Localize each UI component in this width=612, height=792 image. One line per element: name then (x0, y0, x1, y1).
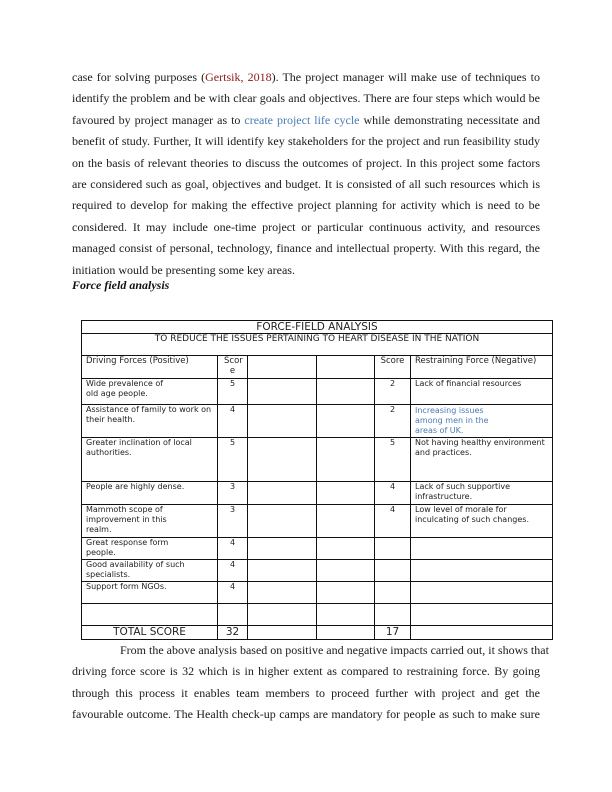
empty-cell (317, 626, 375, 640)
paragraph-line: favourable outcome. The Health check-up camps are mandatory for people as such to make sure (72, 707, 540, 722)
restraining-score-cell: 5 (375, 438, 411, 482)
paragraph-line: From the above analysis based on positive and negative impacts carried out, it shows that (120, 643, 549, 657)
empty-cell (248, 482, 317, 505)
restraining-score-cell: 2 (375, 405, 411, 438)
paragraph-line: initiation would be presenting some key areas. (72, 262, 295, 277)
restraining-force-cell (411, 604, 553, 626)
driving-score-cell: 4 (218, 538, 248, 560)
header-driving-forces: Driving Forces (Positive) (82, 356, 218, 379)
table-row (82, 438, 553, 482)
empty-cell (317, 560, 375, 582)
paragraph-line: benefit of study. Further, It will identify key stakeholders for the project and run feasibility study (72, 134, 540, 149)
empty-cell (248, 505, 317, 538)
paragraph-line: driving force score is 32 which is in higher extent as compared to restraining force. By going (72, 664, 540, 679)
intro-paragraph (72, 67, 540, 281)
table-title: FORCE-FIELD ANALYSIS (82, 321, 553, 334)
empty-cell (317, 405, 375, 438)
header-restraining-forces: Restraining Force (Negative) (411, 356, 553, 379)
conclusion-paragraph (72, 640, 549, 726)
force-field-table (81, 320, 553, 640)
paragraph-line: favoured by project manager as to create project life cycle while demonstrating necessitate and (72, 112, 540, 127)
paragraph-line: through this process it enables team members to proceed further with project and get the (72, 685, 540, 700)
total-score-label: TOTAL SCORE (82, 626, 218, 640)
empty-cell (248, 604, 317, 626)
restraining-force-cell: Low level of morale for inculcating of such changes. (411, 505, 553, 538)
driving-force-cell: Wide prevalence of old age people. (82, 379, 218, 405)
empty-cell (317, 482, 375, 505)
driving-force-cell: Greater inclination of local authorities. (82, 438, 218, 482)
driving-force-cell: Great response form people. (82, 538, 218, 560)
empty-cell (317, 438, 375, 482)
driving-score-cell: 5 (218, 438, 248, 482)
empty-cell (248, 405, 317, 438)
section-heading: Force field analysis (72, 278, 170, 292)
header-driving-score: Scor e (218, 356, 248, 379)
driving-score-cell: 3 (218, 482, 248, 505)
restraining-total-score: 17 (375, 626, 411, 640)
restraining-score-cell (375, 604, 411, 626)
empty-cell (317, 582, 375, 604)
citation-link[interactable]: Gertsik, 2018 (205, 70, 272, 84)
table-row (82, 560, 553, 582)
restraining-force-cell (411, 582, 553, 604)
restraining-score-cell (375, 582, 411, 604)
table-header-row (82, 356, 553, 379)
project-life-cycle-link[interactable]: create project life cycle (244, 112, 360, 127)
restraining-force-cell (411, 560, 553, 582)
driving-force-cell: Assistance of family to work on their health. (82, 405, 218, 438)
restraining-force-cell: Lack of financial resources (411, 379, 553, 405)
empty-cell (317, 356, 375, 379)
empty-cell (248, 560, 317, 582)
paragraph-line: on the basis of relevant theories to discuss the outcomes of project. In this project some factors (72, 155, 540, 170)
total-score-row (82, 626, 553, 640)
restraining-score-cell (375, 560, 411, 582)
table-row (82, 405, 553, 438)
driving-score-cell: 3 (218, 505, 248, 538)
paragraph-line: considered. It may include one-time project or particular continuous activity, and resources (72, 219, 540, 234)
table-row (82, 604, 553, 626)
empty-cell (411, 626, 553, 640)
driving-force-cell: People are highly dense. (82, 482, 218, 505)
empty-cell (317, 604, 375, 626)
driving-total-score: 32 (218, 626, 248, 640)
driving-force-cell (82, 604, 218, 626)
restraining-score-cell: 2 (375, 379, 411, 405)
empty-cell (248, 582, 317, 604)
driving-score-cell (218, 604, 248, 626)
empty-cell (317, 538, 375, 560)
empty-cell (248, 538, 317, 560)
driving-score-cell: 5 (218, 379, 248, 405)
restraining-force-cell (411, 538, 553, 560)
restraining-score-cell: 4 (375, 482, 411, 505)
empty-cell (317, 505, 375, 538)
empty-cell (248, 379, 317, 405)
restraining-score-cell: 4 (375, 505, 411, 538)
empty-cell (248, 626, 317, 640)
paragraph-line: are considered such as goal, objectives and budget. It is consisted of all such resources which is (72, 176, 540, 191)
restraining-force-link-cell[interactable]: Increasing issues among men in the areas of UK. (411, 405, 553, 438)
table-row (82, 582, 553, 604)
table-row (82, 379, 553, 405)
empty-cell (248, 438, 317, 482)
paragraph-line: required to develop for making the effective project planning for activity which is need to be (72, 198, 540, 213)
table-subtitle: TO REDUCE THE ISSUES PERTAINING TO HEART DISEASE IN THE NATION (82, 334, 553, 356)
driving-score-cell: 4 (218, 560, 248, 582)
empty-cell (317, 379, 375, 405)
paragraph-line: managed consist of personal, technology, finance and intellectual property. With this regard, the (72, 241, 540, 256)
header-restraining-score: Score (375, 356, 411, 379)
table-row (82, 538, 553, 560)
driving-force-cell: Good availability of such specialists. (82, 560, 218, 582)
driving-force-cell: Support form NGOs. (82, 582, 218, 604)
driving-score-cell: 4 (218, 405, 248, 438)
restraining-score-cell (375, 538, 411, 560)
driving-force-cell: Mammoth scope of improvement in this realm. (82, 505, 218, 538)
table-row (82, 482, 553, 505)
paragraph-line: case for solving purposes (Gertsik, 2018). The project manager will make use of techniques to (72, 70, 541, 84)
restraining-force-cell: Not having healthy environment and practices. (411, 438, 553, 482)
empty-cell (248, 356, 317, 379)
restraining-force-cell: Lack of such supportive infrastructure. (411, 482, 553, 505)
table-row (82, 505, 553, 538)
paragraph-line: identify the problem and be with clear goals and objectives. There are four steps which would be (72, 91, 540, 106)
driving-score-cell: 4 (218, 582, 248, 604)
